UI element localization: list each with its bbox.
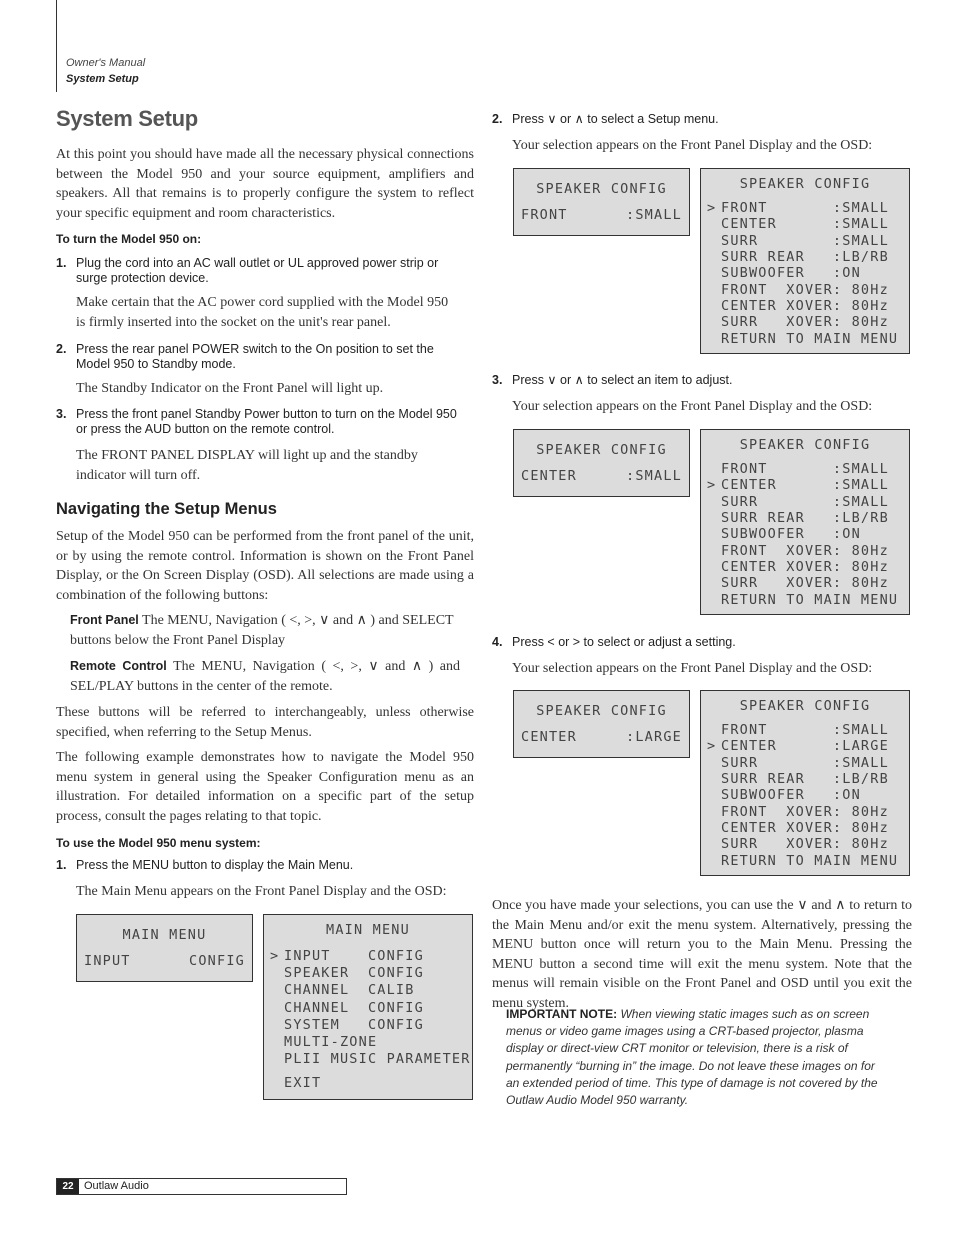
osd-menu-item: CENTER :SMALL xyxy=(721,216,889,232)
osd-menu-item: INPUT CONFIG xyxy=(284,948,424,964)
remote-control-description xyxy=(70,657,460,696)
step-detail: Your selection appears on the Front Panel Display and the OSD: xyxy=(512,399,873,414)
step-detail: The FRONT PANEL DISPLAY will light up and the standby indicator will turn off. xyxy=(76,448,418,483)
osd-menu-item: RETURN TO MAIN MENU xyxy=(721,592,899,608)
osd-menu-item: SURR REAR :LB/RB xyxy=(721,510,889,526)
on-screen-display xyxy=(263,914,473,1100)
step-text: Press ∨ or ∧ to select an item to adjust. xyxy=(512,373,733,387)
osd-menu-item: SUBWOOFER :ON xyxy=(721,526,861,542)
step-number: 2. xyxy=(492,112,503,126)
osd-menu-item: CENTER XOVER: 80Hz xyxy=(721,559,889,575)
osd-menu-item: CENTER XOVER: 80Hz xyxy=(721,820,889,836)
osd-menu-item: CENTER :LARGE xyxy=(721,738,889,754)
step-number: 1. xyxy=(56,256,67,270)
step-number: 1. xyxy=(56,858,67,872)
on-screen-display xyxy=(700,690,910,876)
osd-menu-item: SURR :SMALL xyxy=(721,233,889,249)
osd-menu-item: FRONT :SMALL xyxy=(721,461,889,477)
closing-paragraph: Once you have made your selections, you can use the ∨ and ∧ to return to the Main Menu and/or exit the menu system. Alternatively, pressing the MENU button once will return you to the Main Menu. Pressing the MENU button a second time will exit the menu system. Note that the menus will remain visible on the Front Panel and OSD until you exit the menu system. xyxy=(492,898,912,1011)
display-line: CENTER :LARGE xyxy=(521,729,682,745)
on-screen-display xyxy=(700,168,910,354)
osd-menu-item: SURR REAR :LB/RB xyxy=(721,249,889,265)
osd-menu-item: FRONT :SMALL xyxy=(721,200,889,216)
remote-control-label: Remote Control xyxy=(70,659,167,673)
osd-menu-item: FRONT XOVER: 80Hz xyxy=(721,543,889,559)
step-number: 3. xyxy=(56,407,67,421)
osd-menu-item: RETURN TO MAIN MENU xyxy=(721,331,899,347)
osd-menu-item: EXIT xyxy=(284,1075,322,1091)
display-line: SPEAKER CONFIG xyxy=(536,442,667,458)
nav-heading: Navigating the Setup Menus xyxy=(56,500,277,518)
step-text: Press the MENU button to display the Main Menu. xyxy=(76,858,354,872)
front-panel-text: The MENU, Navigation ( <, >, ∨ and ∧ ) and SELECT buttons below the Front Panel Display xyxy=(70,613,454,648)
page-number: 22 xyxy=(57,1179,79,1194)
step-detail: Make certain that the AC power cord supplied with the Model 950 is firmly inserted into the socket on the unit's rear panel. xyxy=(76,295,449,330)
use-menu-heading: To use the Model 950 menu system: xyxy=(56,836,261,850)
note-label: IMPORTANT NOTE: xyxy=(506,1007,618,1021)
front-panel-display xyxy=(513,429,690,497)
remote-control-text: The MENU, Navigation ( <, >, ∨ and ∧ ) and SEL/PLAY buttons in the center of the remote. xyxy=(70,659,461,694)
display-line: SPEAKER CONFIG xyxy=(536,181,667,197)
cursor-icon: > xyxy=(707,477,716,493)
step-text: Plug the cord into an AC wall outlet or UL approved power strip or surge protection device. xyxy=(76,256,439,285)
osd-menu-item: SURR REAR :LB/RB xyxy=(721,771,889,787)
intro-paragraph: At this point you should have made all the necessary physical connections between the Model 950 and your source equipment, amplifiers and speakers. All that remains is to properly configure the system to reflect your specific equipment and room characteristics. xyxy=(56,147,474,221)
display-line: CENTER :SMALL xyxy=(521,468,682,484)
front-panel-display xyxy=(513,168,690,236)
turn-on-heading: To turn the Model 950 on: xyxy=(56,232,202,246)
step-detail: Your selection appears on the Front Panel Display and the OSD: xyxy=(512,138,873,153)
front-panel-display xyxy=(513,690,690,758)
front-panel-label: Front Panel xyxy=(70,613,139,627)
step-text: Press < or > to select or adjust a setting. xyxy=(512,635,736,649)
nav-paragraph: Setup of the Model 950 can be performed from the front panel of the unit, or by using the remote control. Information is shown on the Front Panel Display, or the On Screen Display (OSD). All selections are made using a combination of the following buttons: xyxy=(56,529,474,603)
osd-title: SPEAKER CONFIG xyxy=(739,437,871,453)
osd-menu-item: SURR :SMALL xyxy=(721,755,889,771)
display-line: FRONT :SMALL xyxy=(521,207,682,223)
step-text: Press the rear panel POWER switch to the On position to set the Model 950 to Standby mode. xyxy=(76,342,434,371)
step-number: 4. xyxy=(492,635,503,649)
step-number: 2. xyxy=(56,342,67,356)
front-panel-display xyxy=(76,914,253,982)
step-detail: The Standby Indicator on the Front Panel will light up. xyxy=(76,381,384,396)
osd-menu-item: SYSTEM CONFIG xyxy=(284,1017,424,1033)
osd-title: SPEAKER CONFIG xyxy=(739,698,871,714)
osd-menu-item: SUBWOOFER :ON xyxy=(721,787,861,803)
osd-menu-item: CENTER :SMALL xyxy=(721,477,889,493)
header-section: System Setup xyxy=(66,73,139,85)
cursor-icon: > xyxy=(270,948,279,964)
cursor-icon: > xyxy=(707,200,716,216)
display-line: INPUT CONFIG xyxy=(84,953,245,969)
osd-title: MAIN MENU xyxy=(326,922,410,938)
header-manual: Owner's Manual xyxy=(66,57,146,69)
osd-menu-item: MULTI-ZONE xyxy=(284,1034,378,1050)
page-title: System Setup xyxy=(56,106,198,131)
osd-menu-item: RETURN TO MAIN MENU xyxy=(721,853,899,869)
footer-brand: Outlaw Audio xyxy=(84,1180,149,1192)
on-screen-display xyxy=(700,429,910,615)
header-rule xyxy=(56,0,57,92)
page-footer xyxy=(56,1178,347,1195)
cursor-icon: > xyxy=(707,738,716,754)
interchangeable-paragraph: These buttons will be referred to interchangeably, unless otherwise specified, when referring to the Setup Menus. xyxy=(56,705,474,740)
important-note xyxy=(506,1006,886,1109)
note-text: When viewing static images such as on screen menus or video game images using a CRT-based projector, plasma display or direct-view CRT monitor or television, there is a risk of permanently “burning in” the image. Do not leave these images on for an extended period of time. This type of damage is not covered by the Outlaw Audio Model 950 warranty. xyxy=(506,1007,878,1108)
step-text: Press the front panel Standby Power button to turn on the Model 950 or press the AUD button on the remote control. xyxy=(76,407,457,436)
display-line: SPEAKER CONFIG xyxy=(536,703,667,719)
osd-menu-item: SURR XOVER: 80Hz xyxy=(721,314,889,330)
osd-menu-item: FRONT XOVER: 80Hz xyxy=(721,282,889,298)
osd-menu-item: SPEAKER CONFIG xyxy=(284,965,424,981)
osd-menu-item: FRONT :SMALL xyxy=(721,722,889,738)
osd-menu-item: SURR :SMALL xyxy=(721,494,889,510)
osd-menu-item: SURR XOVER: 80Hz xyxy=(721,575,889,591)
osd-menu-item: SURR XOVER: 80Hz xyxy=(721,836,889,852)
osd-menu-item: CHANNEL CALIB xyxy=(284,982,415,998)
osd-menu-item: FRONT XOVER: 80Hz xyxy=(721,804,889,820)
osd-menu-item: PLII MUSIC PARAMETER xyxy=(284,1051,471,1067)
step-detail: The Main Menu appears on the Front Panel Display and the OSD: xyxy=(76,884,447,899)
osd-menu-item: CENTER XOVER: 80Hz xyxy=(721,298,889,314)
step-text: Press ∨ or ∧ to select a Setup menu. xyxy=(512,112,719,126)
osd-menu-item: SUBWOOFER :ON xyxy=(721,265,861,281)
osd-title: SPEAKER CONFIG xyxy=(739,176,871,192)
display-line: MAIN MENU xyxy=(122,927,207,943)
front-panel-description xyxy=(70,611,460,650)
osd-menu-item: CHANNEL CONFIG xyxy=(284,1000,424,1016)
step-detail: Your selection appears on the Front Panel Display and the OSD: xyxy=(512,661,873,676)
example-paragraph: The following example demonstrates how to navigate the Model 950 menu system in general using the Speaker Configuration menu as an illustration. For detailed information on a specific part of the setup process, consult the pages relating to that topic. xyxy=(56,750,474,824)
step-number: 3. xyxy=(492,373,503,387)
